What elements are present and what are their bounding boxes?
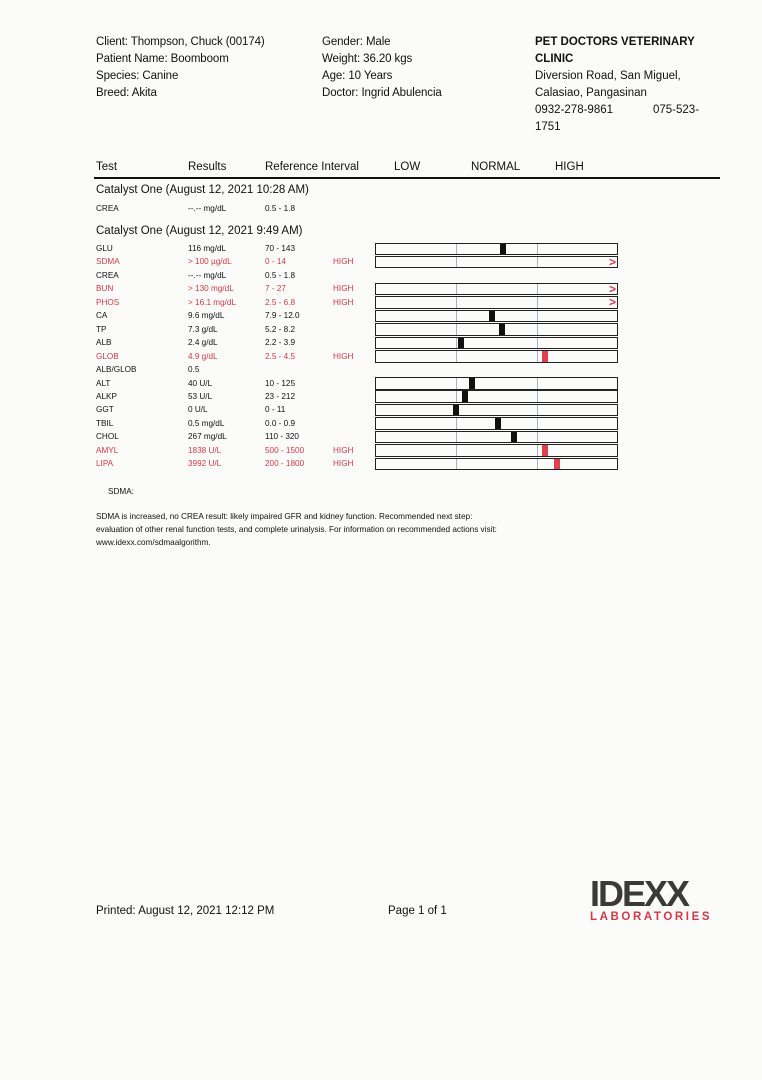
note-heading: SDMA:: [108, 487, 134, 496]
test-value: 2.4 g/dL: [188, 338, 218, 348]
range-bar: [375, 337, 618, 350]
range-bar: [375, 431, 618, 444]
test-reference: 7 - 27: [265, 284, 286, 294]
clinic-address-line2: Calasiao, Pangasinan: [535, 87, 647, 99]
logo-wordmark: IDEXX: [590, 873, 689, 914]
test-reference: 10 - 125: [265, 378, 296, 388]
result-marker: [495, 418, 501, 429]
test-flag: HIGH: [333, 351, 354, 361]
range-low-divider: [456, 445, 457, 456]
range-bar: [375, 390, 618, 403]
test-name: LIPA: [96, 459, 114, 469]
idexx-logo: [590, 873, 720, 924]
test-value: 267 mg/dL: [188, 432, 227, 442]
logo-subtitle: LABORATORIES: [590, 911, 713, 923]
range-low-divider: [456, 244, 457, 255]
test-value: 0.5 mg/dL: [188, 418, 225, 428]
note-line-2: evaluation of other renal function tests, and complete urinalysis. For information on recommended actions visit:: [96, 525, 497, 534]
result-marker: [453, 405, 459, 416]
clinic-name-line2: CLINIC: [535, 53, 574, 65]
test-name: BUN: [96, 284, 114, 294]
test-name: ALB: [96, 338, 112, 348]
test-name: SDMA: [96, 257, 120, 267]
range-low-divider: [456, 418, 457, 429]
range-high-divider: [537, 418, 538, 429]
clinic-phone-landline-cont: 1751: [535, 121, 561, 133]
test-reference: 0.5 - 1.8: [265, 270, 296, 280]
test-reference: 0.0 - 0.9: [265, 418, 296, 428]
test-reference: 0 - 11: [265, 405, 286, 415]
test-name: GGT: [96, 405, 114, 415]
result-marker: [511, 432, 517, 443]
age: Age: 10 Years: [322, 70, 393, 82]
clinic-phone-landline: 075-523-: [653, 104, 700, 116]
test-name: PHOS: [96, 297, 120, 307]
test-value: > 100 µg/dL: [188, 257, 232, 267]
result-marker: [462, 391, 468, 402]
header-divider: [94, 177, 720, 179]
range-bar: [375, 256, 618, 269]
doctor: Doctor: Ingrid Abulencia: [322, 87, 442, 99]
range-high-divider: [537, 445, 538, 456]
interpretation-note: [96, 510, 616, 549]
test-flag: HIGH: [333, 445, 354, 455]
test-name: GLOB: [96, 351, 119, 361]
range-bar: [375, 296, 618, 309]
range-low-divider: [456, 324, 457, 335]
range-low-divider: [456, 432, 457, 443]
test-value: 40 U/L: [188, 378, 213, 388]
clinic-name-line1: PET DOCTORS VETERINARY: [535, 36, 695, 48]
test-reference: 2.5 - 6.8: [265, 297, 296, 307]
test-flag: HIGH: [333, 459, 354, 469]
test-name: CA: [96, 311, 108, 321]
test-name: CREA: [96, 204, 119, 213]
range-low-divider: [456, 284, 457, 295]
range-high-divider: [537, 351, 538, 362]
result-marker: [458, 338, 464, 349]
range-low-divider: [456, 391, 457, 402]
range-low-divider: [456, 311, 457, 322]
note-line-1: SDMA is increased, no CREA result: likely impaired GFR and kidney function. Recommended next step:: [96, 512, 473, 521]
out-of-range-arrow-icon: >: [608, 281, 616, 296]
section-title-1: Catalyst One (August 12, 2021 10:28 AM): [96, 184, 309, 196]
test-reference: 70 - 143: [265, 244, 296, 253]
test-reference: 2.2 - 3.9: [265, 338, 296, 348]
range-low-divider: [456, 338, 457, 349]
patient-info-left: [96, 34, 265, 102]
patient-info-right: [322, 34, 442, 102]
test-value: 9.6 mg/dL: [188, 311, 225, 321]
range-bar: [375, 444, 618, 457]
result-marker: [499, 324, 505, 335]
range-bar: [375, 404, 618, 417]
clinic-address-line1: Diversion Road, San Miguel,: [535, 70, 681, 82]
range-low-divider: [456, 459, 457, 470]
result-marker: [542, 351, 548, 362]
test-reference: 0.5 - 1.8: [265, 204, 296, 213]
result-marker: [500, 244, 506, 255]
range-bar: [375, 283, 618, 296]
range-low-divider: [456, 378, 457, 389]
test-name: CHOL: [96, 432, 119, 442]
test-value: 53 U/L: [188, 391, 213, 401]
printed-date: Printed: August 12, 2021 12:12 PM: [96, 905, 275, 917]
range-bar: [375, 323, 618, 336]
test-value: 7.3 g/dL: [188, 324, 218, 334]
range-high-divider: [537, 338, 538, 349]
col-results: Results: [188, 161, 227, 173]
patient-name: Patient Name: Boomboom: [96, 53, 229, 65]
gender: Gender: Male: [322, 36, 391, 48]
client-name: Client: Thompson, Chuck (00174): [96, 36, 265, 48]
test-value: > 16.1 mg/dL: [188, 297, 237, 307]
range-high-divider: [537, 378, 538, 389]
range-high-divider: [537, 257, 538, 268]
test-value: 3992 U/L: [188, 459, 222, 469]
test-name: GLU: [96, 244, 113, 253]
test-name: CREA: [96, 270, 119, 280]
test-name: TBIL: [96, 418, 114, 428]
test-flag: HIGH: [333, 257, 354, 267]
table-row: [0, 202, 762, 216]
test-value: 1838 U/L: [188, 445, 222, 455]
breed: Breed: Akita: [96, 87, 157, 99]
col-normal: NORMAL: [471, 161, 521, 173]
result-marker: [542, 445, 548, 456]
weight: Weight: 36.20 kgs: [322, 53, 413, 65]
range-high-divider: [537, 459, 538, 470]
range-high-divider: [537, 297, 538, 308]
test-value: 116 mg/dL: [188, 244, 227, 253]
range-low-divider: [456, 257, 457, 268]
range-high-divider: [537, 391, 538, 402]
range-high-divider: [537, 405, 538, 416]
result-marker: [554, 459, 560, 470]
range-high-divider: [537, 432, 538, 443]
test-name: ALKP: [96, 391, 117, 401]
out-of-range-arrow-icon: >: [608, 295, 616, 310]
note-line-3: www.idexx.com/sdmaalgorithm.: [96, 538, 211, 547]
test-name: ALT: [96, 378, 111, 388]
test-value: 0 U/L: [188, 405, 208, 415]
result-marker: [469, 378, 475, 389]
clinic-info: [535, 34, 715, 136]
test-value: 0.5: [188, 365, 200, 375]
table-row: [0, 269, 762, 283]
col-reference: Reference Interval: [265, 161, 359, 173]
test-value: --.-- mg/dL: [188, 204, 227, 213]
range-bar: [375, 458, 618, 471]
species: Species: Canine: [96, 70, 179, 82]
range-high-divider: [537, 324, 538, 335]
range-bar: [375, 417, 618, 430]
test-name: TP: [96, 324, 107, 334]
test-value: > 130 mg/dL: [188, 284, 234, 294]
section-title-2: Catalyst One (August 12, 2021 9:49 AM): [96, 225, 303, 237]
range-bar: [375, 310, 618, 323]
test-reference: 23 - 212: [265, 391, 296, 401]
test-reference: 0 - 14: [265, 257, 286, 267]
test-reference: 7.9 - 12.0: [265, 311, 300, 321]
test-reference: 200 - 1800: [265, 459, 305, 469]
range-high-divider: [537, 284, 538, 295]
test-reference: 5.2 - 8.2: [265, 324, 296, 334]
page-number: Page 1 of 1: [388, 905, 447, 917]
range-low-divider: [456, 297, 457, 308]
range-high-divider: [537, 311, 538, 322]
test-flag: HIGH: [333, 297, 354, 307]
test-flag: HIGH: [333, 284, 354, 294]
test-name: AMYL: [96, 445, 119, 455]
table-row: [0, 363, 762, 377]
test-reference: 2.5 - 4.5: [265, 351, 296, 361]
col-high: HIGH: [555, 161, 584, 173]
range-low-divider: [456, 351, 457, 362]
test-value: 4.9 g/dL: [188, 351, 218, 361]
range-bar: [375, 377, 618, 390]
col-low: LOW: [394, 161, 421, 173]
range-bar: [375, 243, 618, 256]
out-of-range-arrow-icon: >: [608, 254, 616, 269]
test-name: ALB/GLOB: [96, 365, 137, 375]
test-reference: 110 - 320: [265, 432, 299, 442]
range-high-divider: [537, 244, 538, 255]
test-value: --.-- mg/dL: [188, 270, 227, 280]
clinic-phone-mobile: 0932-278-9861: [535, 104, 614, 116]
col-test: Test: [96, 161, 118, 173]
result-marker: [489, 311, 495, 322]
range-bar: [375, 350, 618, 363]
test-reference: 500 - 1500: [265, 445, 305, 455]
